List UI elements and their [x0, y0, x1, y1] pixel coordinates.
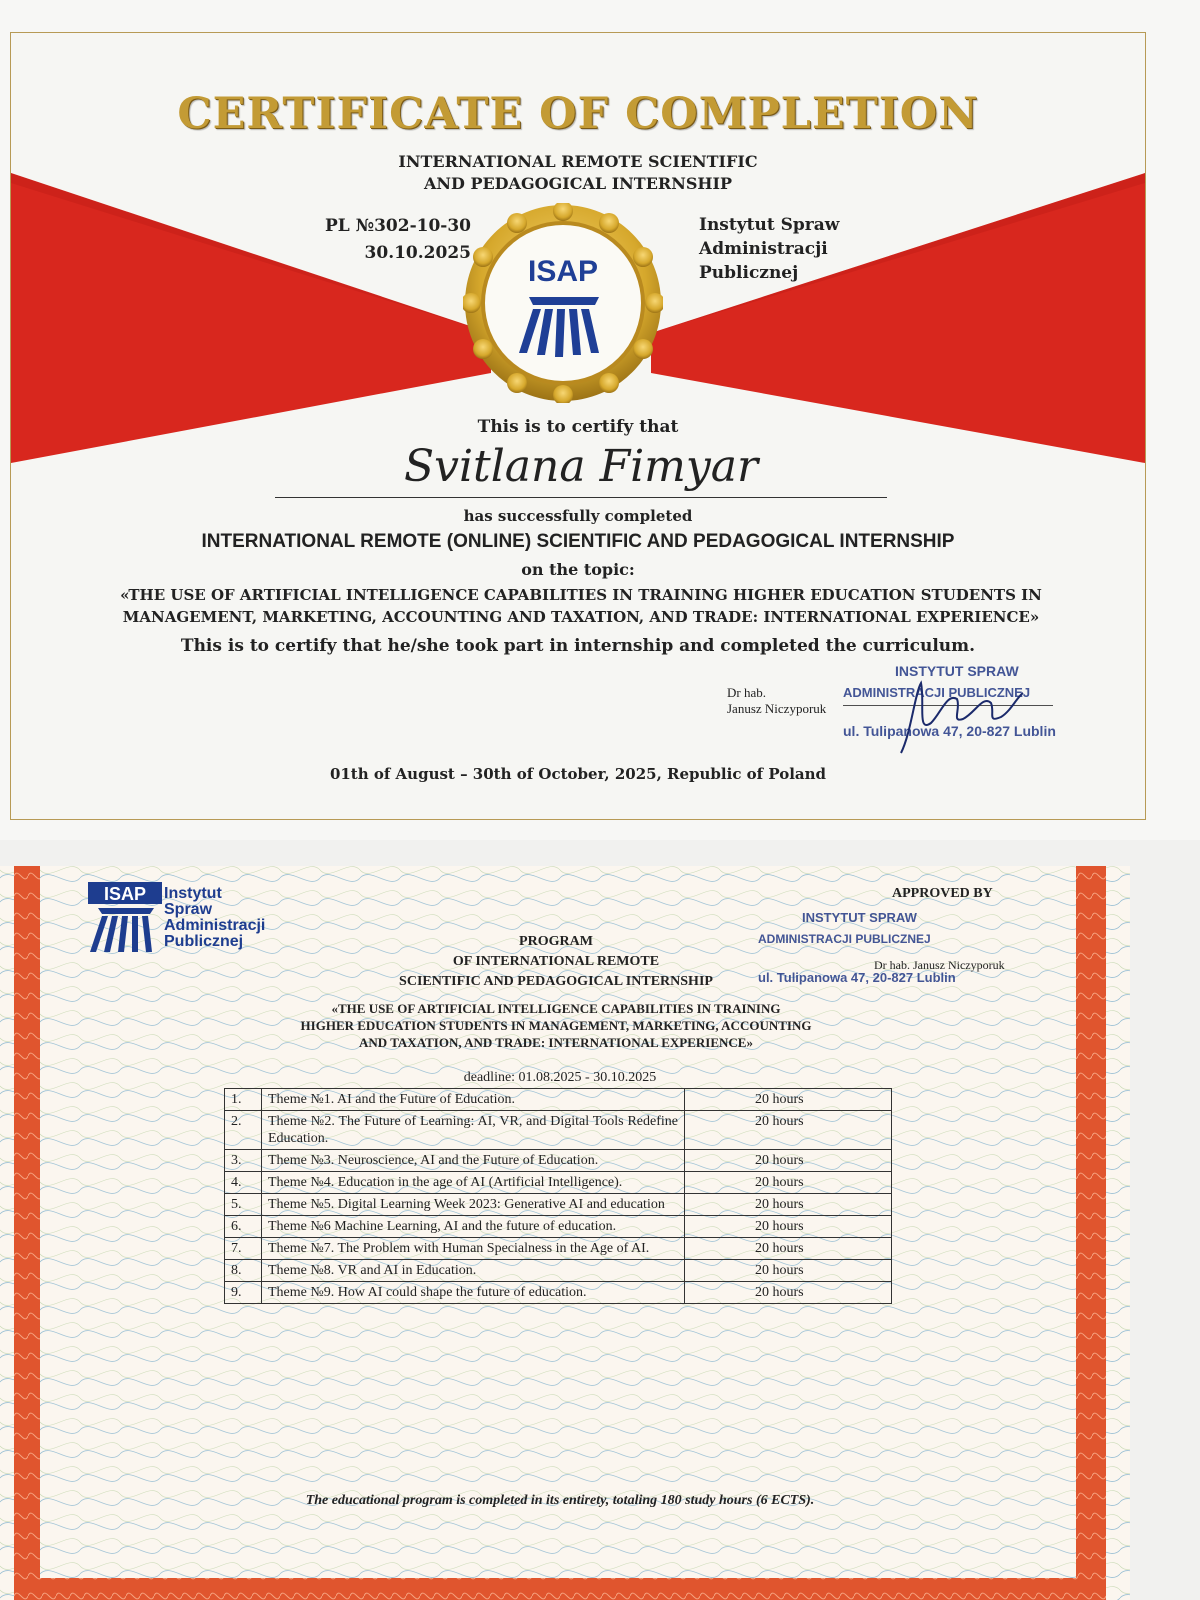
theme-number: 2. [225, 1111, 262, 1150]
subtitle-line-2: AND PEDAGOGICAL INTERNSHIP [423, 174, 733, 193]
program-sheet [0, 866, 1130, 1600]
theme-title: Theme №4. Education in the age of AI (Artificial Intelligence). [262, 1172, 685, 1194]
signature-icon [891, 673, 1031, 763]
certificate-title: CERTIFICATE OF COMPLETION [177, 89, 979, 139]
theme-number: 8. [225, 1260, 262, 1282]
approved-by: APPROVED BY [892, 886, 993, 901]
program-topic-line-2: HIGHER EDUCATION STUDENTS IN MANAGEMENT, MARKETING, ACCOUNTING [300, 1018, 812, 1033]
certificate-number-block [281, 213, 471, 267]
program-heading [206, 932, 906, 992]
certificate-date: 30.10.2025 [364, 243, 471, 263]
program-content [46, 876, 1074, 1586]
subtitle-line-1: INTERNATIONAL REMOTE SCIENTIFIC [398, 152, 758, 171]
theme-title: Theme №9. How AI could shape the future of education. [262, 1282, 685, 1304]
table-row [225, 1216, 892, 1238]
theme-hours: 20 hours [685, 1194, 892, 1216]
themes-table [224, 1088, 892, 1304]
program-inst-line-4: Publicznej [164, 933, 244, 950]
theme-hours: 20 hours [685, 1260, 892, 1282]
program-heading-line-2: OF INTERNATIONAL REMOTE [452, 954, 660, 969]
theme-number: 5. [225, 1194, 262, 1216]
stamp-line-1: INSTYTUT SPRAW [895, 663, 1019, 679]
program-inst-line-1: Instytut [164, 885, 222, 902]
institute-line-2: Administracji [699, 239, 828, 259]
stamp-line-3: ul. Tulipanowa 47, 20-827 Lublin [843, 723, 1056, 739]
curriculum-text: This is to certify that he/she took part in internship and completed the curriculum. [180, 636, 976, 656]
program-stamp-line-1: INSTYTUT SPRAW [802, 910, 917, 925]
certificate-number: PL №302-10-30 [324, 216, 471, 236]
table-row [225, 1282, 892, 1304]
theme-number: 3. [225, 1150, 262, 1172]
institute-name [699, 213, 839, 285]
program-stamp-line-2: ADMINISTRACJI PUBLICZNEJ [758, 932, 931, 946]
program-approver: Dr hab. Janusz Niczyporuk [874, 958, 1005, 972]
theme-hours: 20 hours [685, 1150, 892, 1172]
completed-text: has successfully completed [463, 507, 693, 525]
isap-seal-icon [463, 203, 663, 403]
signer-title: Dr hab. [727, 685, 766, 700]
isap-logo-icon [88, 882, 162, 954]
program-topic-line-3: AND TAXATION, AND TRADE: INTERNATIONAL EXPERIENCE» [359, 1035, 753, 1050]
topic-line-1: «THE USE OF ARTIFICIAL INTELLIGENCE CAPABILITIES IN TRAINING HIGHER EDUCATION STUDENTS IN [120, 586, 1042, 604]
stamp-line-2: ADMINISTRACJI PUBLICZNEJ [843, 685, 1031, 700]
table-row [225, 1194, 892, 1216]
signer-name: Janusz Niczyporuk [727, 701, 827, 716]
internship-title: INTERNATIONAL REMOTE (ONLINE) SCIENTIFIC AND PEDAGOGICAL INTERNSHIP [201, 531, 955, 552]
theme-number: 9. [225, 1282, 262, 1304]
program-heading-line-3: SCIENTIFIC AND PEDAGOGICAL INTERNSHIP [399, 974, 713, 989]
theme-number: 1. [225, 1089, 262, 1111]
program-inst-line-2: Spraw [164, 901, 213, 918]
theme-hours: 20 hours [685, 1172, 892, 1194]
theme-title: Theme №7. The Problem with Human Specialness in the Age of AI. [262, 1238, 685, 1260]
theme-hours: 20 hours [685, 1216, 892, 1238]
institute-line-3: Publicznej [699, 263, 799, 283]
topic-text [41, 584, 1121, 628]
certify-text: This is to certify that [477, 417, 679, 437]
topic-label: on the topic: [521, 560, 635, 579]
table-row [225, 1111, 892, 1150]
certificate-subtitle [11, 151, 1145, 195]
internship-dates: 01th of August – 30th of October, 2025, Republic of Poland [329, 765, 827, 783]
program-heading-line-1: PROGRAM [519, 934, 593, 949]
seal-text: ISAP [527, 255, 599, 288]
signer-block [727, 685, 826, 717]
theme-number: 6. [225, 1216, 262, 1238]
table-row [225, 1089, 892, 1111]
theme-number: 4. [225, 1172, 262, 1194]
theme-title: Theme №5. Digital Learning Week 2023: Generative AI and education [262, 1194, 685, 1216]
theme-title: Theme №6 Machine Learning, AI and the future of education. [262, 1216, 685, 1238]
theme-hours: 20 hours [685, 1111, 892, 1150]
table-row [225, 1150, 892, 1172]
theme-hours: 20 hours [685, 1282, 892, 1304]
theme-title: Theme №8. VR and AI in Education. [262, 1260, 685, 1282]
table-row [225, 1260, 892, 1282]
program-deadline: deadline: 01.08.2025 - 30.10.2025 [463, 1070, 657, 1085]
certificate-frame [10, 32, 1146, 820]
theme-title: Theme №2. The Future of Learning: AI, VR, and Digital Tools Redefine Education. [262, 1111, 685, 1150]
program-topic-line-1: «THE USE OF ARTIFICIAL INTELLIGENCE CAPABILITIES IN TRAINING [331, 1001, 781, 1016]
program-inst-line-3: Administracji [164, 917, 266, 934]
program-logo-text: ISAP [103, 884, 147, 904]
theme-number: 7. [225, 1238, 262, 1260]
table-row [225, 1238, 892, 1260]
topic-line-2: MANAGEMENT, MARKETING, ACCOUNTING AND TAXATION, AND TRADE: INTERNATIONAL EXPERIENCE» [122, 608, 1040, 626]
institute-line-1: Instytut Spraw [699, 215, 840, 235]
recipient-name: Svitlana Fimyar [403, 441, 759, 492]
theme-hours: 20 hours [685, 1089, 892, 1111]
program-topic [226, 1000, 886, 1051]
theme-hours: 20 hours [685, 1238, 892, 1260]
theme-title: Theme №1. AI and the Future of Education. [262, 1089, 685, 1111]
name-underline [275, 497, 887, 498]
program-total: The educational program is completed in its entirety, totaling 180 study hours (6 ECTS). [305, 1493, 815, 1508]
table-row [225, 1172, 892, 1194]
program-stamp-line-3: ul. Tulipanowa 47, 20-827 Lublin [758, 970, 956, 985]
theme-title: Theme №3. Neuroscience, AI and the Future of Education. [262, 1150, 685, 1172]
